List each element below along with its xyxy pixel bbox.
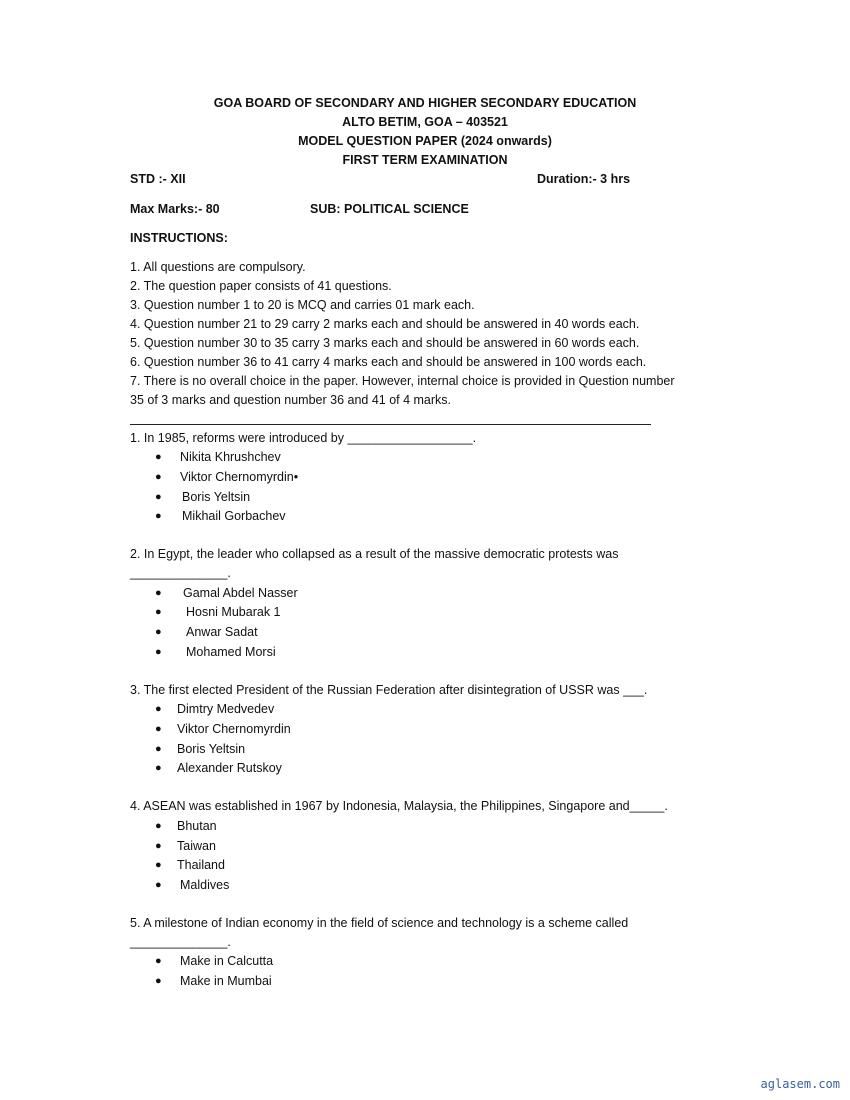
bullet-icon: ● [155,626,162,638]
bullet-icon: ● [155,879,162,891]
question-1-option: Nikita Khrushchev [180,450,281,464]
question-3-option: Boris Yeltsin [177,742,246,756]
question-2-text-continued: ______________. [130,566,231,580]
bullet-icon: ● [155,723,162,735]
question-3-option: Dimtry Medvedev [177,702,275,716]
bullet-icon: ● [155,762,162,774]
bullet-icon: ● [155,840,162,852]
bullet-icon: ● [155,820,162,832]
bullet-icon: ● [155,743,162,755]
question-1-option: Mikhail Gorbachev [182,509,286,523]
question-2-option: Gamal Abdel Nasser [183,586,298,600]
bullet-icon: ● [155,451,162,463]
question-5-option: Make in Calcutta [180,954,274,968]
section-divider [130,424,651,425]
bullet-icon: ● [155,471,162,483]
exam-title: FIRST TERM EXAMINATION [342,153,508,167]
question-3-option: Viktor Chernomyrdin [177,722,291,736]
question-3-option: Alexander Rutskoy [177,761,282,775]
bullet-icon: ● [155,491,162,503]
board-title: GOA BOARD OF SECONDARY AND HIGHER SECONDARY EDUCATION [213,96,637,110]
bullet-icon: ● [155,606,162,618]
question-3-text: 3. The first elected President of the Russian Federation after disintegration of USSR was ___. [130,683,648,697]
question-2-text: 2. In Egypt, the leader who collapsed as a result of the massive democratic protests was [130,547,619,561]
question-4-text: 4. ASEAN was established in 1967 by Indonesia, Malaysia, the Philippines, Singapore and_____. [130,799,668,813]
instructions-title: INSTRUCTIONS: [130,231,228,245]
instruction-item: 4. Question number 21 to 29 carry 2 marks each and should be answered in 40 words each. [130,317,640,331]
subject-label: SUB: POLITICAL SCIENCE [310,202,469,216]
question-4-option: Maldives [180,878,230,892]
bullet-icon: ● [155,646,162,658]
instruction-item: 6. Question number 36 to 41 carry 4 marks each and should be answered in 100 words each. [130,355,647,369]
question-5-option: Make in Mumbai [180,974,272,988]
question-2-option: Mohamed Morsi [186,645,276,659]
instruction-item: 5. Question number 30 to 35 carry 3 marks each and should be answered in 60 words each. [130,336,640,350]
question-5-text-continued: ______________. [130,935,231,949]
instruction-item: 1. All questions are compulsory. [130,260,306,274]
bullet-icon: ● [155,955,162,967]
question-5-text: 5. A milestone of Indian economy in the field of science and technology is a scheme called [130,916,629,930]
bullet-icon: ● [155,703,162,715]
instruction-item: 7. There is no overall choice in the paper. However, internal choice is provided in Question number [130,374,675,388]
duration-label: Duration:- 3 hrs [537,172,631,186]
bullet-icon: ● [155,587,162,599]
bullet-icon: ● [155,975,162,987]
std-label: STD :- XII [130,172,186,186]
bullet-icon: ● [155,859,162,871]
question-1-text: 1. In 1985, reforms were introduced by __________________. [130,431,477,445]
question-1-option: Viktor Chernomyrdin• [180,470,299,484]
bullet-icon: ● [155,510,162,522]
question-4-option: Taiwan [177,839,216,853]
question-4-option: Thailand [177,858,225,872]
max-marks-label: Max Marks:- 80 [130,202,220,216]
instruction-item: 3. Question number 1 to 20 is MCQ and carries 01 mark each. [130,298,475,312]
paper-title: MODEL QUESTION PAPER (2024 onwards) [298,134,552,148]
question-4-option: Bhutan [177,819,217,833]
instruction-item: 2. The question paper consists of 41 questions. [130,279,392,293]
instruction-item: 35 of 3 marks and question number 36 and 41 of 4 marks. [130,393,452,407]
board-address: ALTO BETIM, GOA – 403521 [342,115,508,129]
question-2-option: Anwar Sadat [186,625,258,639]
watermark-link[interactable]: aglasem.com [760,1077,840,1091]
question-1-option: Boris Yeltsin [182,490,251,504]
question-2-option: Hosni Mubarak 1 [186,605,281,619]
